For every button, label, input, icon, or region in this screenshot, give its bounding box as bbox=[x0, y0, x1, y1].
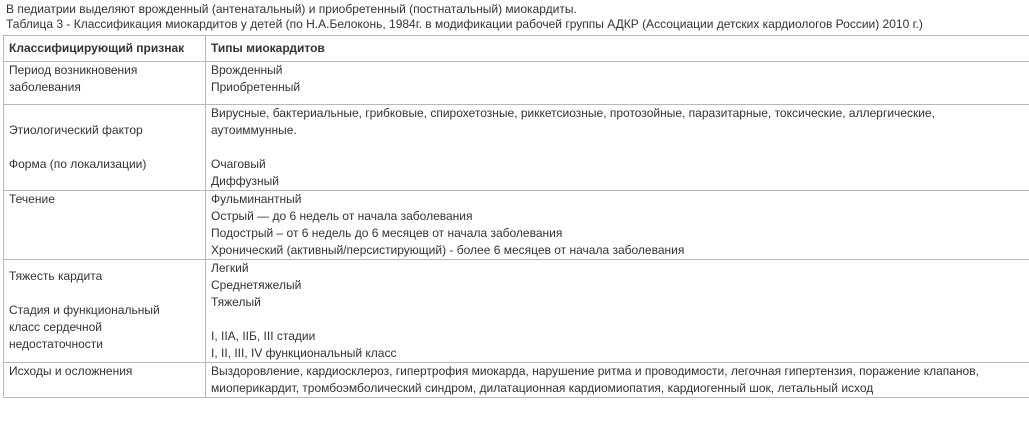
row-label-line: Стадия и функциональный bbox=[9, 303, 160, 317]
type-item: Среднетяжелый bbox=[211, 278, 302, 292]
table-row bbox=[4, 363, 1029, 398]
row-label bbox=[4, 363, 206, 398]
classification-table bbox=[3, 35, 1029, 398]
type-item: аутоиммунные. bbox=[211, 123, 297, 137]
row-types bbox=[206, 363, 1029, 398]
row-label-line: заболевания bbox=[9, 80, 81, 94]
type-item: Легкий bbox=[211, 261, 249, 275]
type-item: Приобретенный bbox=[211, 80, 301, 94]
row-label-line: Форма (по локализации) bbox=[9, 157, 147, 171]
table-row bbox=[4, 191, 1029, 260]
row-label-line: Течение bbox=[9, 192, 55, 206]
type-item: Острый — до 6 недель от начала заболевания bbox=[211, 209, 473, 223]
type-item: I, IIА, IIБ, III стадии bbox=[211, 329, 316, 343]
row-label-line: Исходы и осложнения bbox=[9, 364, 133, 378]
type-item: Очаговый bbox=[211, 157, 266, 171]
row-types bbox=[206, 260, 1029, 363]
row-types bbox=[206, 62, 1029, 105]
table-header-row bbox=[4, 36, 1029, 62]
header-feature: Классифицирующий признак bbox=[4, 36, 206, 62]
row-label-line: Этиологический фактор bbox=[9, 123, 143, 137]
row-label bbox=[4, 191, 206, 260]
row-label bbox=[4, 105, 206, 191]
type-item: Фульминантный bbox=[211, 192, 302, 206]
type-item: Тяжелый bbox=[211, 295, 261, 309]
row-label bbox=[4, 260, 206, 363]
row-label-line: недостаточности bbox=[9, 337, 104, 351]
row-label-line: Тяжесть кардита bbox=[9, 269, 103, 283]
intro-text: В педиатрии выделяют врожденный (антенатальный) и приобретенный (постнатальный) миокардиты. bbox=[6, 2, 577, 16]
type-item: Диффузный bbox=[211, 174, 279, 188]
type-item: I, II, III, IV функциональный класс bbox=[211, 346, 397, 360]
table-row bbox=[4, 105, 1029, 191]
row-label-line: класс сердечной bbox=[9, 320, 102, 334]
table-caption: Таблица 3 - Классификация миокардитов у детей (по Н.А.Белоконь, 1984г. в модификации рабочей группы АДКР (Ассоциации детских кардиологов России) 2010 г.) bbox=[6, 17, 923, 31]
type-item: миоперикардит, тромбоэмболический синдром, дилатационная кардиомиопатия, кардиогенный шок, летальный исход bbox=[211, 381, 874, 395]
header-types: Типы миокардитов bbox=[206, 36, 1029, 62]
type-item: Выздоровление, кардиосклероз, гипертрофия миокарда, нарушение ритма и проводимости, легочная гипертензия, поражение клапанов, bbox=[211, 364, 979, 378]
type-item: Хронический (активный/персистирующий) - более 6 месяцев от начала заболевания bbox=[211, 243, 685, 257]
type-item: Подострый – от 6 недель до 6 месяцев от начала заболевания bbox=[211, 226, 563, 240]
table-row bbox=[4, 260, 1029, 363]
type-item: Вирусные, бактериальные, грибковые, спирохетозные, риккетсиозные, протозойные, паразитарные, токсические, аллергические, bbox=[211, 106, 935, 120]
row-label-line: Период возникновения bbox=[9, 63, 138, 77]
row-types bbox=[206, 105, 1029, 191]
row-types bbox=[206, 191, 1029, 260]
row-label bbox=[4, 62, 206, 105]
type-item: Врожденный bbox=[211, 63, 283, 77]
table-row bbox=[4, 62, 1029, 105]
